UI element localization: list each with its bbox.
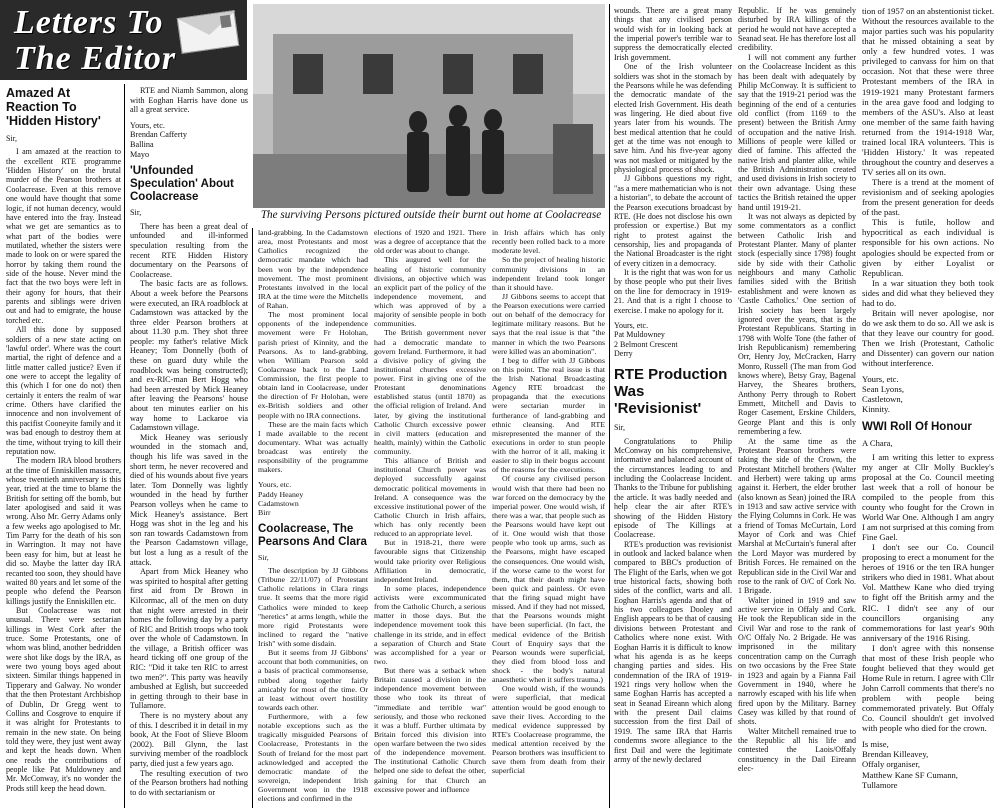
column-6: [614, 6, 732, 764]
paragraph: So the project of healing historic community divisions in an independent Ireland took longer than it should have.: [492, 255, 605, 292]
paragraph: In some places, independence activists were excommunicated from the Catholic Church, a serious matter in those days. But the independence movement took this challenge in its stride, and in effect a separation of Church and State was accomplished for a year or two.: [374, 583, 486, 666]
paragraph: elections of 1920 and 1921. There was a degree of acceptance that the old order was about to change.: [374, 228, 486, 256]
signature-line: Paddy Heaney: [258, 489, 304, 499]
paragraph: I beg to differ with JJ Gibbons on this point. The real issue is that the Irish National Broadcasting Agency RTE broadcast the propaganda that the executions were sectarian murder in furtherance of land-grabbing and ethnic cleansing. And RTE misrepresented the manner of the executions in order to stun people with the horror of it all, making it easier to slip in their bogus account of the reasons for the executions.: [492, 355, 605, 475]
masthead-line-1: Letters To: [14, 4, 164, 41]
signature-line: Derry: [614, 348, 633, 358]
column-2: [130, 86, 248, 797]
signature-line: Cadamstown: [258, 498, 299, 508]
paragraph: Apart from Mick Heaney who was spirited to hospital after getting first aid from Dr Brown in Kilcormac, all of the men on duty that night were arrested in their homes the following day by a party of RIC and British troops who took over the whole of Cadamstown. In the village, a British officer was heard ticking off one group of the RIC: "Did it take ten RIC to arrest two men?". This party was heavily ambushed at Eglish, but succeeded in getting through to their base in Tullamore.: [130, 567, 248, 711]
column-rule: [609, 4, 610, 808]
envelope-icon: [177, 10, 239, 54]
paragraph: I don't see our Co. Council proposing to erect a monument for the heroes of 1916 or the ten IRA hunger strikers who died in 1981. What about Vol. Matthew Kane who died trying to fight off the British army and the RIC. I didn't see any of our councillors organising any commemorations for last year's 90th anniversary of the 1916 Rising.: [862, 542, 994, 643]
column-rule: [252, 228, 253, 808]
paragraph: The basic facts are as follows. About a week before the Pearsons were executed, an IRA roadblock at Cadamstown was attacked by the three elder Pearson brothers at about 11.30 p.m. They shot three people: my father's relative Mick Heaney; Tom Donnelly (both of these on guard duty while the roadblock was being constructed); and ex-RIC-man Bert Hogg who had been arrested by Mick Heaney after leaving the Pearsons' house about ten minutes earlier on his way home to Lackaroe via Cadamstown village.: [130, 279, 248, 433]
paragraph: RTE's production was revisionist in outlook and lacked balance when compared to BBC's production of The Flight of the Earls, when we got true historical facts, showing both sides of the conflict, warts and all. Eoghan Harris's agenda and that of his two colleagues Dooley and English appears to be that of causing divisions between Protestant and Catholics where none exist. With Eoghan Harris it is difficult to know what his agenda is as he keeps changing parties and sides. His condemnation of the IRA of 1919-1921 rings very hollow when the same Eoghan Harris has accepted a seat in Seanad Eireann which along with the present Dail claims succession from the first Dail of 1919. The same IRA that Harris condemns swore allegiance to the first Dail and were the legitimate army of the newly declared: [614, 539, 732, 764]
paragraph: I am amazed at the reaction to the excellent RTE programme 'Hidden History' on the brutal murder of the Pearson brothers at Coolacrease. Even at this remove one would have thought that some logic, if not human decency, would have entered into the fray. Instead what we get are semantics as to what part of the bodies were mutilated, whether the sisters were made to look on or were spared the horror by taking them round the side of the house. Never mind the fact that the two boys were left in their agony for hours, that their parents and siblings were driven out and had to emigrate, the house torched etc.: [6, 147, 121, 325]
signature-line: Ballina: [130, 139, 154, 149]
salutation: Sir,: [614, 423, 626, 433]
paragraph: The resulting execution of two of the Pearson brothers had nothing to do with sectarianism or: [130, 768, 248, 797]
signature-line: Brendan Killeavey,: [862, 749, 929, 760]
paragraph: Mick Heaney was seriously wounded in the stomach and, though his life was saved in the short term, he never recovered and died of his wounds about five years later. Tom Donnelly was lightly wounded in the head by further Pearson volleys when he came to Mick Heaney's assistance. Bert Hogg was shot in the leg and his son ran towards Cadamstown from the Pearson Cadamstown village, but lost a lung as a result of the attack.: [130, 432, 248, 567]
letters-masthead: [0, 0, 247, 80]
paragraph: Britain will never apologise, nor do we ask them to do so. All we ask is that they leave our country for good. Then we Irish (Protestant, Catholic and Dissenter) can govern our nation without interference.: [862, 307, 994, 369]
salutation: A Chara,: [862, 437, 893, 448]
column-4: [374, 228, 486, 794]
paragraph: Of course any civilised person would wish that there had been no war forced on the democracy by the imperial power. One would wish, if there was a war, that people such as the Pearsons would have kept out of it. One would wish that those people who took up arms, such as the Pearsons, might have escaped the consequences. One would wish, if the worse came to the worst for them, that their death might have been quick and painless. Or even that the firing squad might have missed. And if they had not missed, that the Pearsons wounds might have been superficial. (In fact, the medical evidence of the British Court of Enquiry says that the Pearson wounds were superficial, they died from blood loss and shock - the body's natural anaesthetic when it suffers trauma.): [492, 474, 605, 685]
paragraph: This alliance of British and institutional Church power was deployed successfully against democratic political movements in Ireland. A consequence was the excessive institutional power of the Catholic Church in Irish affairs, which has only recently been reduced to an appropriate level.: [374, 456, 486, 539]
paragraph: The modern IRA blood brothers at the time of Enniskillen massacre, whose twentieth anniversary is this year, tried at the time to blame the British for setting off the bomb, but later apologised and said it was wrong. Also Mr. Gerry Adams only a few weeks ago apologised to Mr. Tim Parry for the death of his son in Warrington. It may not have been easy for him, but at least he did so. Maybe the latter day IRA recanted too soon, they should have waited 80 years and let some of the people who defend the Pearson killings justify the Enniskillen etc.: [6, 456, 121, 606]
paragraph: But Coolacrease was not unusual. There were sectarian killings in West Cork after the truce. Some Protestants, one of whom was blind, another bedridden were shot like dogs by the IRA, as were two young boys aged about sixteen. Similar things happened in Tipperary and Galway. No wonder that the then Protestant Archbishop of Dublin, Dr Gregg went to Collins and Cosgrove to enquire if it was alright for Protestants to remain in the new state. On being told they were, they just went away and kept the heads down. When one reads the contributions of people like Pat Muldowney and Mr. McConway, it's no wonder the Prods still keep the head down.: [6, 605, 121, 793]
paragraph: It was not always as depicted by some commentators as a conflict between Catholic Irish and Protestant Planter. Many of planter stock (especially since 1798) fought side by side with their Catholic neighbours and many Catholic families sided with the British establishment and were known as 'Castle Catholics.' One section of Irish society has been largely ignored over the years, that is the Protestant Republicans. Starting in 1798 with Wolfe Tone (the father of Irish Republicanism) remembering Orr, Henry Joy, McCracken, Harry Monro, Russell (The man from God knows where), Betsy Gray, Bagenal Harvey, the Sheares brothers, Anthony Perry through to Robert Emmett, Mitchell and Davis to Roger Casement, Erskine Childers, George Plant and this is only remembering a few.: [738, 211, 856, 437]
paragraph: RTE and Niamh Sammon, along with Eoghan Harris have done us all a great service.: [130, 86, 248, 115]
signature-line: Matthew Kane SF Cumann,: [862, 769, 958, 780]
paragraph: Furthermore, with a few notable exceptions such as the tragically misguided Pearsons of Coolacrease, Protestants in the South of Ireland for the most part acknowledged and accepted the democratic mandate of the sovereign, independent Irish Government won in the 1918 elections and confirmed in the: [258, 712, 368, 804]
column-7: [738, 6, 856, 773]
paragraph: There has been a great deal of unfounded and ill-informed speculation resulting from the recent RTE Hidden History documentary on the Pearsons of Coolacrease.: [130, 221, 248, 279]
paragraph: Walter joined in 1919 and saw active service in Offaly and Cork. He took the Republican side in the Civil War and rose to the rank of O/C Offaly No. 2 Brigade. He was imprisoned in the military concentration camp on the Curragh on two occasions by the Free State in 1923 and again by a Fianna Fail Government in 1940, where he narrowly escaped with his life when fired upon by the Military. Barney Casey was killed by that round of shots.: [738, 595, 856, 727]
signature-line: Yours, etc.: [862, 374, 899, 385]
paragraph: Congratulations to Philip McConway on his comprehensive, informative and balanced account of the circumstances leading to and including the Coolacrease Incident. Thanks to the Tribune for publishing the article. It was badly needed and help clear the air after RTE's showing of the Hidden History episode of The Killings at Coolacrease.: [614, 436, 732, 540]
signature-line: Castletown,: [862, 394, 903, 405]
paragraph: This augured well for the healing of historic community divisions, an objective which was an explicit part of the policy of the independence movement, and which was approved of by a majority of sensible people in both communities.: [374, 255, 486, 329]
letter-heading: RTE Production Was 'Revisionist': [614, 366, 728, 418]
photo-caption: The surviving Persons pictured outside their burnt out home at Coolacrease: [260, 209, 602, 221]
signature-line: Birr: [258, 507, 271, 517]
paragraph: All this done by supposed soldiers of a new state acting on 'lawful order'. Where was the court martial, the right of defence and a little matter called justice? Even if one were to accept the legality of this (which I for one do not) then certainly it enters the realm of war crime. Others have clarified the innocence and non involvement of this pacifist Cooneyite family and it was bad enough to destroy them at the time, without trying to kill their reputation now.: [6, 325, 121, 456]
paragraph: But in 1918-21, there were favourable signs that Citizenship would take priority over Religious Affiliation in democratic, independent Ireland.: [374, 538, 486, 584]
masthead-line-2: The Editor: [14, 40, 177, 77]
letter-heading: WWI Roll Of Honour: [862, 420, 972, 433]
signature-line: Offaly organiser,: [862, 759, 921, 770]
paragraph: JJ Gibbons questions my right, "as a mere mathematician who is not a historian", to debate the account of the Pearson executions broadcast by RTE. (He does not disclose his own profession or expertise.) But my right to protest against the censorship, lies and propaganda of the National Broadcaster is the right of every citizen in a democracy.: [614, 174, 732, 268]
salutation: Sir,: [130, 208, 142, 218]
pearsons-photo: [253, 4, 605, 208]
paragraph: This is futile, hollow and hypocritical as each individual is responsible for his own actions. No apologies should be expected from or given by either Loyalist or Republican.: [862, 217, 994, 278]
paragraph: The British government never had a democratic mandate to govern Ireland. Furthermore, it had a divisive policy of giving the institutional churches excessive power. First in giving one of the Protestant denominations established status (until 1870) as the official religion of Ireland. And later, by giving the institutional Catholic Church excessive power in civil matters (education and health, mainly) within the Catholic community.: [374, 328, 486, 456]
column-1: [6, 86, 121, 793]
paragraph: land-grabbing. In the Cadamstown area, most Protestants and most Catholics recognized the democratic mandate which had been won by the independence movement. The most prominent Protestants involved in the local IRA at the time were the Mitchells of Rahan.: [258, 228, 368, 310]
salutation: Sir,: [258, 552, 269, 562]
letter-heading: Coolacrease, The Pearsons And Clara: [258, 522, 367, 548]
paragraph: I don't agree with this nonsense that most of these Irish people who fought believed that they would get Home Rule in return. I agree with Cllr John Carroll comments that there's no problem with people being commemorated privately. But Offaly Co. Council shouldn't get involved with people who died for the crown.: [862, 642, 994, 734]
salutation: Sir,: [6, 134, 18, 143]
signature-line: Yours, etc.: [130, 120, 165, 130]
paragraph: Republic. If he was genuinely disturbed by IRA killings of the period he would not have accepted a Seanad seat. He has therefore lost all credibility.: [738, 6, 856, 53]
signature-line: Brendan Cafferty: [130, 130, 187, 140]
paragraph: The most prominent local opponents of the independence movement were Fr Holohan, parish priest of Kinnity, and the Pearsons. As to land-grabbing, when William Pearson sold Coolacrease back to the Land Commission, the first people to obtain land in Coolacrease, under the direction of Fr Holohan, were ex-British soldiers and other people with no IRA connections.: [258, 310, 368, 420]
paragraph: These are the main facts which I made available to the recent documentary. What was actually broadcast was entirely the responsibility of the programme makers.: [258, 419, 368, 475]
paragraph: At the same time as the Protestant Pearson brothers were taking the side of the Crown, the Protestant Mitchell brothers (Walter and Herbert) were taking up arms against it. Herbert, the elder brother (also known as Sean) joined the IRA in 1913 and saw active service with the Flying Columns in Cork. He was a friend of Tomas McCurtain, Lord Mayor of Cork and was Chief Marshal at McCurtain's funeral after the Lord Mayor was murdered by British Forces. He remained on the Republican side in the Civil War and rose to the rank of O/C of Cork No. 1 Brigade.: [738, 436, 856, 596]
column-8: [862, 6, 994, 790]
signature-line: Yours, etc.: [258, 480, 292, 490]
column-rule: [124, 84, 125, 808]
paragraph: I will not comment any further on the Coolacrease Incident as this has been dealt with adequately by Philip McConway. It is sufficient to say that the 1919-21 period was the beginning of the end of a centuries old conflict (from 1169 to the present) between the British Army of occupation and the native Irish. Millions of people were killed or died of famine. This affected the native Irish and planter alike, while the British Administration created and used divisions in Irish society to their own advantage. Using these tactics the British retained the upper hand until 1919-21.: [738, 52, 856, 212]
paragraph: But there was a setback when Britain caused a division in the independence movement between those who took its threat of "immediate and terrible war" seriously, and those who reckoned it was a bluff. Further ultimata by Britain forced this division into open warfare between the two sides of the independence movement. The institutional Catholic Church helped one side to defeat the other, gaining for that Church an excessive power and influence: [374, 666, 486, 794]
signature-line: Sean Lyons,: [862, 384, 905, 395]
paragraph: wounds. There are a great many things that any civilised person would wish for in looking back at the imperial power's terrible war to suppress the democratically elected Irish government.: [614, 6, 732, 62]
paragraph: One would wish, if the wounds were superficial, that medical attention would be good enough to save their lives. According to the medical evidence suppressed by RTE's Coolacrease programme, the medical attention received by the Pearson brothers was insufficient to save them from death from their superficial: [492, 684, 605, 776]
paragraph: There is no mystery about any of this. I described it in detail in my book, At the Foot of Slieve Bloom (2002). Bill Glynn, the last surviving member of the roadblock party, died just a few years ago.: [130, 711, 248, 768]
paragraph: Walter Mitchell remained true to the Republic all his life and contested the Laois/Offaly constituency in the Dail Eireann elec-: [738, 726, 856, 774]
signature-line: Tullamore: [862, 779, 898, 790]
column-3: [258, 228, 368, 803]
signature-line: 2 Belmont Crescent: [614, 339, 678, 349]
paragraph: But it seems from JJ Gibbons' account that both communities, on a basis of practical commonsense, rubbed along together fairly amicably for most of the time. Or at least without overt hostility towards each other.: [258, 648, 368, 712]
signature-line: Yours, etc.: [614, 320, 649, 330]
letter-heading: Amazed At Reaction To 'Hidden History': [6, 86, 101, 128]
signature-line: Is mise,: [862, 739, 889, 750]
paragraph: The description by JJ Gibbons (Tribune 22/11/07) of Protestant Catholic relations in Clara rings true. It seems that the more rigid Catholics were minded to keep "heretics" at arms length, while the more rigid Protestants were inclined to regard the "native Irish" with some disdain.: [258, 566, 368, 648]
signature-line: Pat Muldowney: [614, 330, 665, 340]
paragraph: One of the Irish volunteer soldiers was shot in the stomach by the Pearsons while he was defending the democratic mandate of the elected Irish Government. His death was lingering. He died about five years later from his wounds. The best medical attention that he could get at the time was not enough to save him. And his five-year agony was not masked or mitigated by the physiological process of shock.: [614, 62, 732, 175]
paragraph: in Irish affairs which has only recently been rolled back to a more moderate level.: [492, 228, 605, 256]
paragraph: It is the right that was won for us by those people who put their lives on the line for democracy in 1919-21. And that is a right I choose to exercise. I make no apology for it.: [614, 268, 732, 315]
paragraph: tion of 1957 on an abstentionist ticket. Without the resources available to the major parties such was his popularity that he missed obtaining a seat by only a few hundred votes. I was privileged to canvass for him on that occasion. Not that these were three Protestant members of the IRA in 1919-1921 many Protestant farmers in the area gave food and lodging to members of the ASU's. Also at least one member of the same faith having returned from the 1914-1918 War, trained local IRA volunteers. This is 'Hidden History.' It was repeated throughout the country and deserves a TV series all on its own.: [862, 6, 994, 177]
signature-line: Kinnity.: [862, 404, 890, 415]
paragraph: There is a trend at the moment of revisionism and of seeking apologies from the present generation for deeds of the past.: [862, 177, 994, 218]
letter-heading: 'Unfounded Speculation' About Coolacrease: [130, 165, 234, 204]
paragraph: JJ Gibbons seems to accept that the Pearson executions were carried out on behalf of the democracy for legitimate military reasons. But he says that the real issue is that "the manner in which the two Pearsons were killed was an abomination".: [492, 291, 605, 356]
paragraph: I am writing this letter to express my anger at Cllr Molly Buckley's proposal at the Co. Council meeting last week that a roll of honour be compiled to the people from this county who fought for the Crown in World War One. Although I am angry I am not surprised at this coming from Fine Gael.: [862, 451, 994, 543]
column-5: [492, 228, 605, 776]
signature-line: Mayo: [130, 149, 150, 159]
paragraph: In a war situation they both took sides and did what they believed they had to do.: [862, 277, 994, 308]
